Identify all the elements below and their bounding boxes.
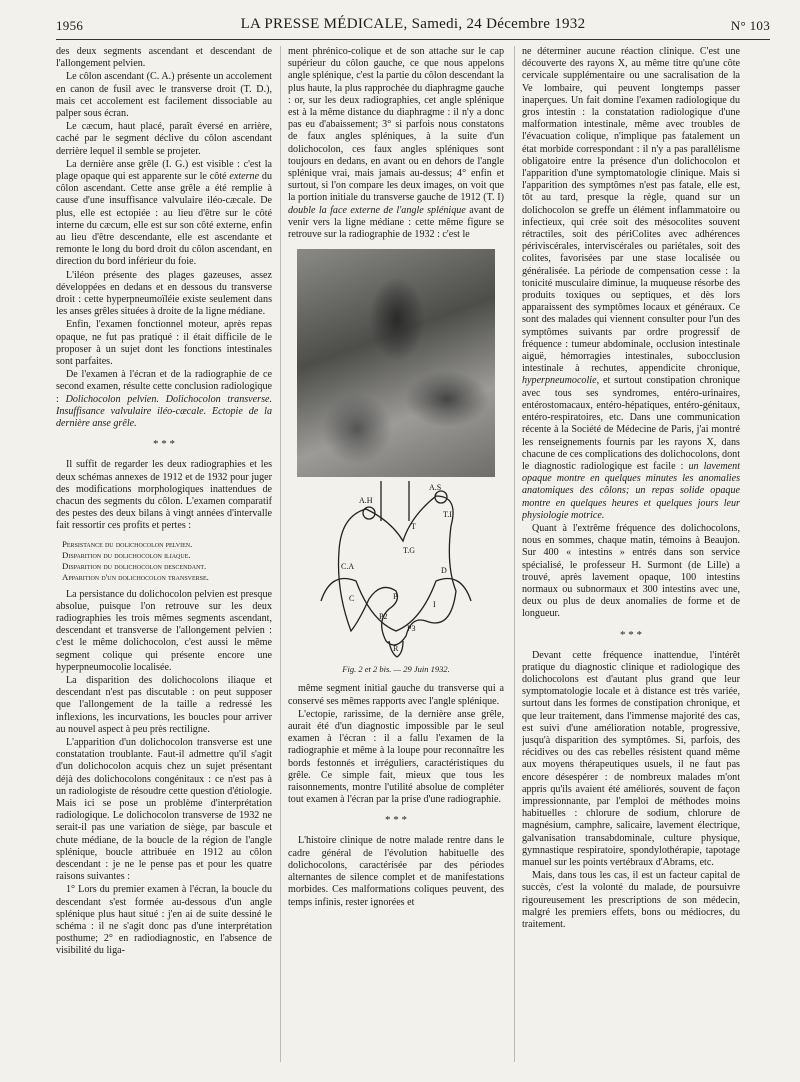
paragraph: Quant à l'extrême fréquence des dolichocolons, nous en sommes, chaque matin, témoins à Beaujon. Sur 400 « intestins » entrés dans son service spécialisé, le professeur H. Surmont (de Lille) a trouvé, après lavement opaque, 100 intestins normaux ou subnormaux et 300 intestins avec une, deux ou plus de deux anomalies de forme et de longueur. (522, 522, 740, 620)
column-2 (288, 46, 504, 1058)
paragraph: La persistance du dolichocolon pelvien est presque absolue, puisque l'on retrouve sur les deux radiographies les trois mêmes segments ascendant, descendant et transverse de l'allongement pelvien : c'est le même dolichocolon, c'est aussi le même segment colique qui présente encore une hyperpneumocolie localisée. (56, 588, 272, 673)
paragraph: Il suffit de regarder les deux radiographies et les deux schémas annexes de 1912 et de 1932 pour juger des modifications morphologiques inattendues de chacun des segments du côlon. L'examen comparatif des pestes des deux bilans à vingt années d'intervalle fait ressortir ces profits et pertes : (56, 459, 272, 532)
section-stars: * * * (620, 628, 642, 641)
paragraph: Le cæcum, haut placé, paraît éversé en arrière, caché par le segment déclive du côlon ascendant derrière lequel il semble se projeter. (56, 121, 272, 157)
spine-outline (381, 481, 409, 521)
issue-number: N° 103 (730, 18, 770, 33)
paragraph (288, 46, 504, 241)
label-d: D (441, 566, 447, 576)
header-rule (56, 39, 770, 40)
label-tg: T.G (403, 546, 416, 556)
paragraph: des deux segments ascendant et descendant de l'allongement pelvien. (56, 46, 272, 70)
label-p2: P2 (379, 612, 388, 622)
paragraph: La disparition des dolichocolons iliaque et descendant n'est pas discutable : on peut supposer que l'allongement de la taille a redressé les inflexions, les incurvations, les boucles pour arriver au nouvel aspect à peu près rectiligne. (56, 674, 272, 735)
paragraph (56, 159, 272, 269)
radiograph-image (297, 249, 495, 477)
list-item: Disparition du dolichocolon descendant. (62, 560, 207, 571)
text: du côlon ascendant. Cette anse grêle a été remplie à cause d'une insuffisance valvulaire iléo-cæcale. De plus, elle est ectopiée : au lieu d'être sur le côté interne du cæcum, elle est sur son côté externe, enfin au lieu d'être descendante, elle est ascendante et remonte le long du bord droit du côlon ascendant, en direction du bord inférieur du foie. (56, 171, 272, 268)
page-header (56, 16, 770, 38)
list-item: Disparition du dolichocolon iliaque. (62, 549, 191, 560)
paragraph: Le côlon ascendant (C. A.) présente un accolement en canon de fusil avec le transverse droit (T. D.), mais cet accolement est facilement dissociable au palper sous écran. (56, 71, 272, 120)
section-stars: * * * (153, 438, 175, 451)
colon-path (339, 496, 457, 645)
paragraph: L'apparition d'un dolichocolon transverse est une constatation troublante. Faut-il admettre qu'il s'agit d'un dolichocolon acquis chez un sujet présentant déjà des dolichocolons congénitaux : ce n'est pas à un radiologiste de résoudre cette question d'étiologie. Mais ici se pose un problème d'interprétation radiologique. Le dolichocolon transverse de 1932 ne serait-il pas une variation de siège, par bascule et chute médiane, de la boucle de la région de l'angle splénique, boucle attribuée en 1912 au côlon descendant : je ne le pense pas et pour les quatre raisons suivantes : (56, 736, 272, 883)
column-1 (56, 46, 272, 1058)
label-p: P (393, 592, 398, 602)
paragraph: 1° Lors du premier examen à l'écran, la boucle du descendant s'est formée au-dessous d'un angle splénique plus haut situé : j'en ai de suite dessiné le schéma : il ne s'agit donc pas d'une interprétation posthume; 2° en radiodiagnostic, en l'absence de visibilité du liga- (56, 884, 272, 957)
paragraph (56, 369, 272, 430)
section-stars: * * * (385, 814, 407, 827)
label-as: A.S (429, 483, 442, 493)
emphasis: double la face externe de l'angle splénique (288, 204, 466, 216)
text: avant de venir vers la ligne médiane : cette même figure se retrouve sur la radiographie de 1932 : c'est le (288, 204, 504, 241)
column-divider (280, 46, 281, 1062)
label-ca: C.A (341, 562, 355, 572)
emphasis: hyperpneumocolie (522, 375, 597, 387)
paragraph: Mais, dans tous les cas, il est un facteur capital de succès, c'est la volonté du malade, de poursuivre rigoureusement les prescriptions de son médecin, malgré les premiers effets, bons ou médiocres, du traitement. (522, 870, 740, 931)
label-ti: T.I (443, 510, 452, 520)
emphasis: un lavement opaque montre en quelques minutes les anomalies anatomiques des côlons; un repas solide opaque montre en quelques heures et quelques jours leur physiologie motrice. (522, 460, 740, 521)
colon-schema-diagram (311, 481, 481, 661)
label-ah: A.H (359, 496, 373, 506)
journal-title: LA PRESSE MÉDICALE, Samedi, 24 Décembre 1932 (240, 16, 586, 32)
column-divider (514, 46, 515, 1062)
page-number: 1956 (56, 18, 84, 33)
paragraph (522, 46, 740, 522)
list-item: Apparition d'un dolichocolon transverse. (62, 571, 209, 582)
conclusion: Dolichocolon pelvien. Dolichocolon transverse. Insuffisance valvulaire iléo-cæcale. Ectopie de la dernière anse grêle. (56, 393, 272, 430)
list-item: Persistance du dolichocolon pelvien. (62, 538, 193, 549)
paragraph: même segment initial gauche du transverse qui a conservé ses mêmes rapports avec l'angle splénique. (288, 683, 504, 707)
figure-caption: Fig. 2 et 2 bis. — 29 Juin 1932. (342, 664, 450, 675)
label-r: R (393, 644, 399, 654)
paragraph: L'histoire clinique de notre malade rentre dans le cadre général de l'évolution habituelle des dolichocolons, caractérisée par des périodes alternantes de silence complet et de manifestations morbides. Ces malformations coliques peuvent, des temps infinis, rester ignorées et (288, 835, 504, 908)
text: De l'examen à l'écran et de la radiographie de ce second examen, résulte cette conclusion radiologique : (56, 369, 272, 405)
findings-list (62, 539, 272, 583)
column-3 (522, 46, 740, 1058)
text: ment phrénico-colique et de son attache sur le cap supérieur du côlon gauche, ce que nous appelons angle splénique, c'est la partie du côlon descendant la plus haute, la plus rapprochée du diaphragme gauche : or, sur les deux radiographies, cet angle splénique est à la même distance du diaphragme : il n'y a donc pas eu d'abaissement; 3° si parfois nous constatons de faux angles spléniques, à la suite d'un dolichocolon, ces faux angles spléniques sont toujours en dedans, en avant ou en dehors de l'angle splénique vrai, mais jamais au-dessus; 4° enfin et surtout, si l'on compare les deux images, on voit que la portion initiale du transverse gauche de 1912 (T. I) (288, 46, 504, 204)
paragraph: Devant cette fréquence inattendue, l'intérêt pratique du diagnostic clinique et radiologique des dolichocolons est d'autant plus grand que leur symptomatologie locale et à distance est très variée, surtout dans les formes de constipation chronique, et que leur traitement, dans l'immense majorité des cas, est suivi d'une amélioration notable, progressive, jusqu'à disparition des symptômes. Si, parfois, des récidives ou des cas rebelles résistent quand même aux moyens thérapeutiques usuels, il ne faut pas encore désespérer : de nombreux malades m'ont appris qu'ils avaient été améliorés, souvent de façon impressionnante, par l'emploi de méthodes moins habituelles : chlorure de sodium, chlorure de magnésium, camphre, salicaire, lavement électrique, galvanisation transabdominale, culture physique, gymnastique respiratoire, spondylothérapie, tapotage manuel sur les points vertébraux d'Abrams, etc. (522, 649, 740, 868)
label-i: I (433, 600, 436, 610)
paragraph: L'iléon présente des plages gazeuses, assez développées en dedans et en dessous du transverse droit : cette hyperpneumoïléie existe seulement dans les anses grêles situées à droite de la ligne médiane. (56, 269, 272, 318)
text: , et surtout constipation chronique avec tous ses syndromes, entéro-urinaires, entérostomacaux, entéro-hépatiques, entéro-génitaux, entéro-respiratoires, etc. Dans une communication récente à la Société de Médecine de Paris, j'ai montré les renseignements fournis par les rayons X, dans chacune de ces complications des dolichocolons, dont le diagnostic radiologique est facile : (522, 375, 740, 472)
text: ne déterminer aucune réaction clinique. C'est une découverte des rayons X, au même titre qu'une côte cervicale supplémentaire ou une sacralisation de la Ve lombaire, qui peuvent longtemps passer inaperçues. Un fait domine l'examen radiologique du gros intestin : la constatation radiologique d'une malformation intestinale, même avec troubles de l'évacuation colique, n'implique pas fatalement un état morbide correspondant : il n'y a pas parallélisme obligatoire entre la présence d'un dolichocolon et l'apparition d'une symptomatologie clinique. Mais si l'apparition des symptômes n'est pas fatale, elle est, tôt au tard, presque la règle, quand sur un dolichocolon se greffe un élément inflammatoire ou infectieux, qui crée soit des mésocolites souvent rétractiles, soit des périColites avec adhérences périviscérales, interviscérales ou pariétales, soit des colites, favorisées par une stase localisée ou généralisée. La période de compensation cesse : la tonicité musculaire diminue, la muqueuse résorbe des produits toxiques ou septiques, et dès lors apparaissent des symptômes locaux et généraux. Ce sont des malades qui viennent consulter pour l'un des symptômes suivants par ordre progressif de fréquence : tumeur abdominale, occlusion intestinale aiguë, hémorragies intestinales, subocclusion intestinale à rechutes, appendicite chronique, (522, 46, 740, 375)
paragraph: Enfin, l'examen fonctionnel moteur, après repas opaque, ne fut pas pratiqué : il était difficile de le proposer à un sujet dont les fonctions intestinales sont parfaites. (56, 319, 272, 368)
text: La dernière anse grêle (I. G.) est visible : c'est la plage opaque qui est apparente sur le côté (56, 158, 272, 183)
label-c: C (349, 594, 355, 604)
paragraph: L'ectopie, rarissime, de la dernière anse grêle, aurait été d'un diagnostic impossible par le seul examen à l'écran : il a fallu l'examen de la radiographie et même à la loupe pour reconnaître les bords festonnés et irréguliers, caractéristiques du grêle. Ce simple fait, mieux que tous les raisonnements, montre l'utilité absolue de compléter tout examen à l'écran par la prise d'une radiographie. (288, 708, 504, 806)
label-p3: P3 (407, 624, 416, 634)
emphasis: externe (229, 171, 260, 183)
label-t: T (411, 522, 416, 532)
